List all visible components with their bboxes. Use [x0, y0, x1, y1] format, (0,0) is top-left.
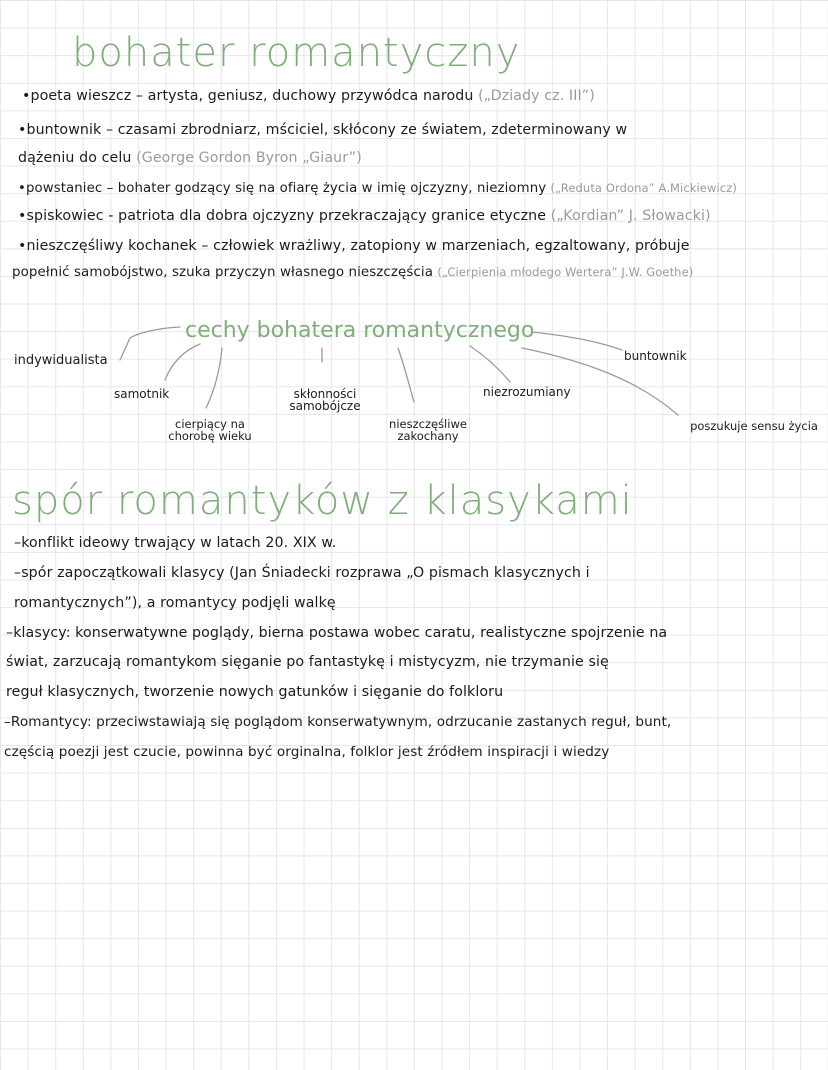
text-line: –spór zapoczątkowali klasycy (Jan Śniadecki rozprawa „O pismach klasycznych i [14, 565, 590, 581]
text-line: świat, zarzucają romantykom sięganie po fantastykę i mistycyzm, nie trzymanie się [6, 654, 609, 670]
list-item: dążeniu do celu (George Gordon Byron „Giaur”) [18, 150, 362, 166]
connector-line [398, 348, 414, 402]
text-line: –klasycy: konserwatywne poglądy, bierna postawa wobec caratu, realistyczne spojrzenie na [6, 625, 668, 641]
page-title: bohater romantyczny [72, 30, 521, 76]
text-line: reguł klasycznych, tworzenie nowych gatunków i sięganie do folkloru [6, 684, 504, 700]
text-line: –konflikt ideowy trwający w latach 20. XIX w. [14, 535, 337, 551]
trait-label: buntownik [624, 349, 687, 363]
trait-label: samotnik [114, 387, 170, 401]
trait-label: nieszczęśliwe zakochany [389, 417, 467, 443]
list-item: •nieszczęśliwy kochanek – człowiek wrażliwy, zatopiony w marzeniach, egzaltowany, próbuje [18, 238, 690, 254]
trait-label: cierpiący na chorobę wieku [168, 417, 252, 443]
connector-line [532, 332, 622, 350]
connector-line [120, 327, 180, 360]
trait-label: niezrozumiany [483, 385, 571, 399]
section-title: spór romantyków z klasykami [12, 478, 633, 524]
text-line: romantycznych”), a romantycy podjęli walkę [14, 595, 336, 611]
list-item: •spiskowiec - patriota dla dobra ojczyzny przekraczający granice etyczne („Kordian” J. Słowacki) [18, 208, 711, 224]
list-item: •powstaniec – bohater godzący się na ofiarę życia w imię ojczyzny, nieziomny („Reduta Ordona” A.Mickiewicz) [18, 181, 737, 196]
diagram-center: cechy bohatera romantycznego [185, 318, 535, 343]
list-item: popełnić samobójstwo, szuka przyczyn własnego nieszczęścia („Cierpienia młodego Wertera” J.W. Goethe) [12, 265, 694, 280]
list-item: •buntownik – czasami zbrodniarz, mściciel, skłócony ze światem, zdeterminowany w [18, 122, 628, 138]
list-item: •poeta wieszcz – artysta, geniusz, duchowy przywódca narodu („Dziady cz. III”) [22, 88, 595, 104]
text-line: –Romantycy: przeciwstawiają się poglądom konserwatywnym, odrzucanie zastanych reguł, bunt, [4, 714, 672, 730]
trait-label: indywidualista [14, 353, 108, 368]
connector-line [470, 346, 510, 382]
connector-line [206, 348, 222, 408]
connector-line [165, 344, 200, 380]
trait-label: poszukuje sensu życia [690, 419, 818, 433]
trait-label: skłonności samobójcze [289, 387, 361, 413]
text-line: częścią poezji jest czucie, powinna być orginalna, folklor jest źródłem inspiracji i wiedzy [4, 744, 610, 760]
